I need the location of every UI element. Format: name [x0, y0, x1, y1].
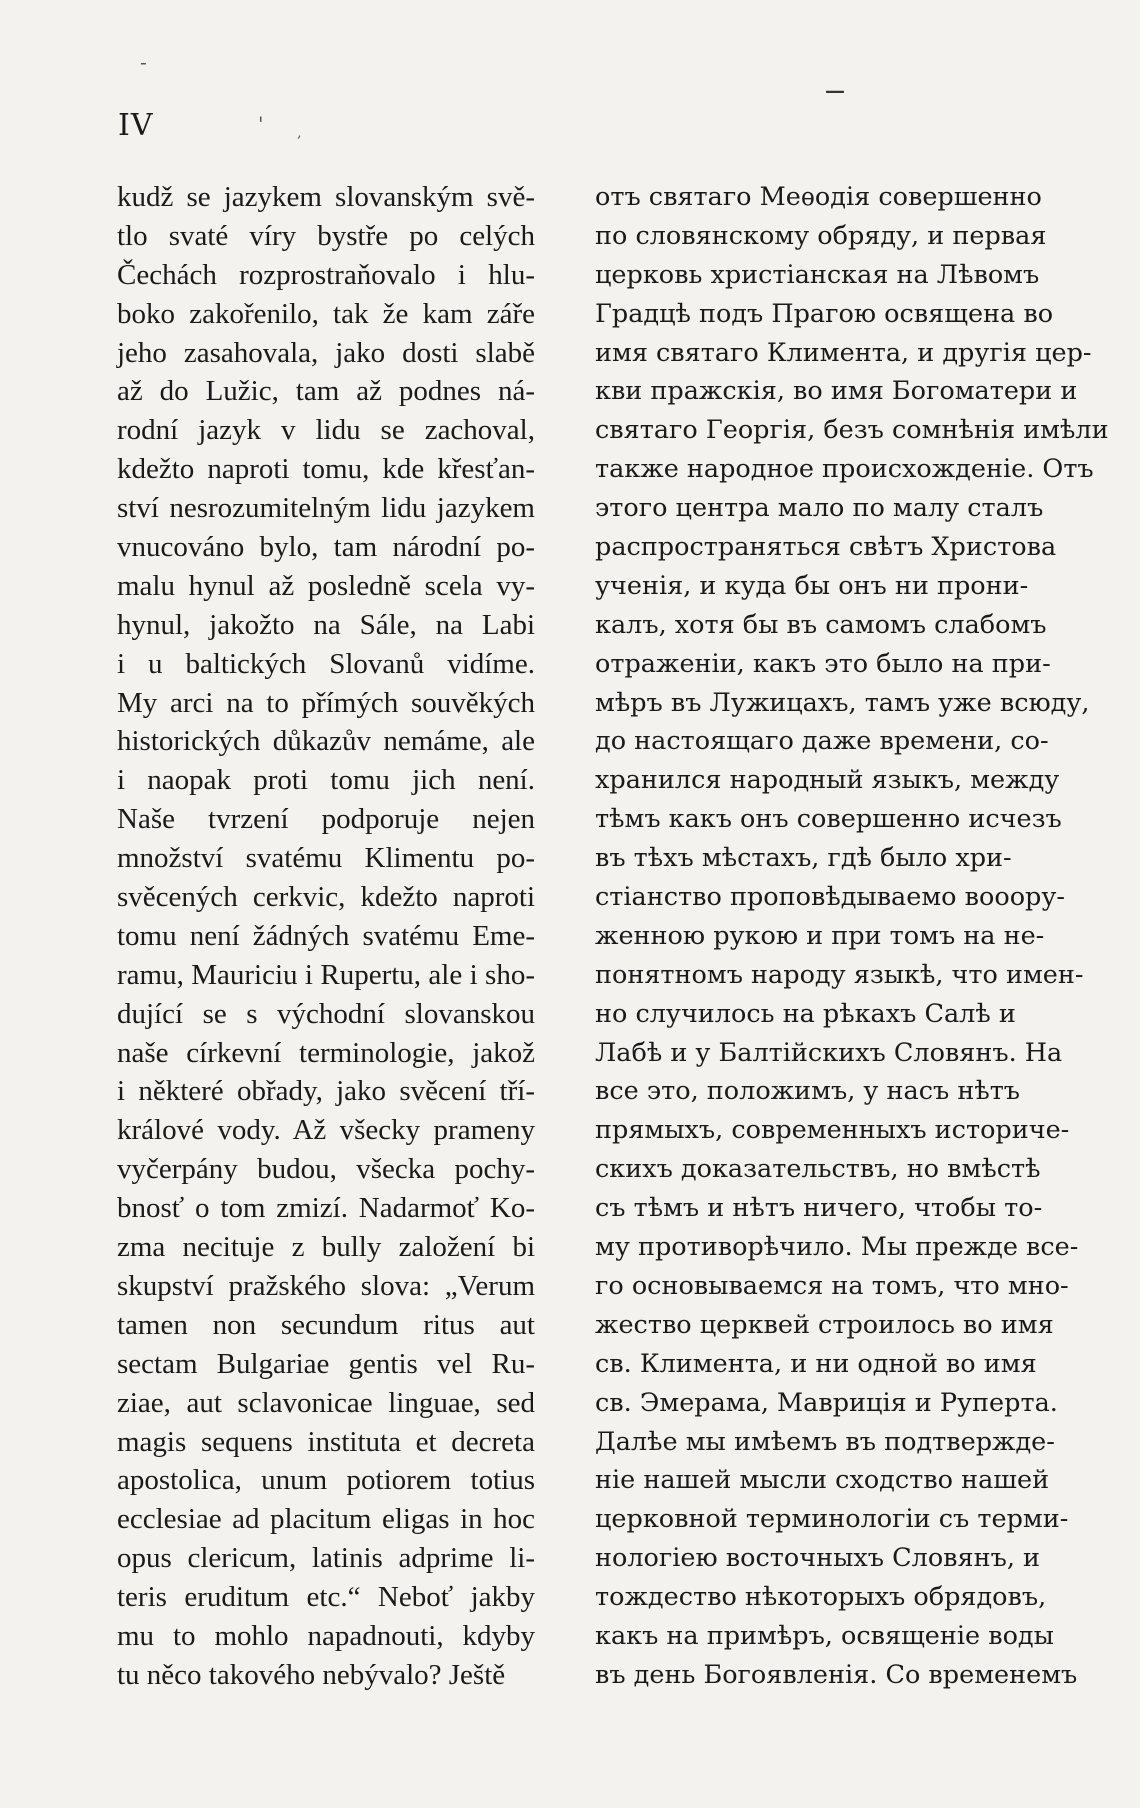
text-line: rodní jazyk v lidu se zachoval,: [117, 414, 535, 447]
text-line: жество церквей строилось во имя: [595, 1309, 1054, 1340]
text-line: но случилось на рѣкахъ Салѣ и: [595, 998, 1016, 1029]
text-line: ziae, aut sclavonicae linguae, sed: [117, 1386, 535, 1419]
text-line: Čechách rozprostraňovalo i hlu-: [117, 258, 535, 291]
text-line: имя святаго Климента, и другія цер-: [595, 337, 1092, 368]
text-line: vnucováno bylo, tam národní po-: [117, 531, 535, 564]
text-line: hynul, jakožto na Sále, na Labi: [117, 608, 535, 641]
text-line: historických důkazův nemáme, ale: [117, 725, 535, 758]
text-line: naše církevní terminologie, jakož: [117, 1036, 535, 1069]
text-line: zma necituje z bully založení bi: [117, 1231, 535, 1264]
russian-text-column: [595, 178, 1109, 1695]
text-line: i u baltických Slovanů vidíme.: [117, 647, 535, 680]
text-line: malu hynul až posledně scela vy-: [117, 569, 535, 602]
text-line: Градцѣ подъ Прагою освящена во: [595, 298, 1054, 329]
text-line: стіанство проповѣдываемо вооору-: [595, 882, 1065, 913]
czech-text-column: [117, 178, 535, 1695]
text-line: хранился народный языкъ, между: [595, 765, 1060, 796]
text-line: также народное происхожденіе. Отъ: [595, 454, 1094, 485]
text-line: ecclesiae ad placitum eligas in hoc: [117, 1503, 535, 1536]
text-line: teris eruditum etc.“ Neboť jakby: [117, 1581, 535, 1614]
stray-mark: —: [825, 78, 845, 102]
text-line: opus clericum, latinis adprime li-: [117, 1542, 535, 1575]
text-line: съ тѣмъ и нѣтъ ничего, чтобы то-: [595, 1193, 1043, 1224]
stray-mark: ‚: [297, 125, 302, 141]
text-line: kudž se jazykem slovanským svě-: [117, 181, 535, 213]
text-line: Лабѣ и у Балтійскихъ Словянъ. На: [595, 1037, 1063, 1068]
text-line: apostolica, unum potiorem totius: [117, 1464, 535, 1497]
text-line: ramu, Mauriciu i Rupertu, ale i sho-: [117, 958, 535, 991]
text-line: распространяться свѣтъ Христова: [595, 532, 1057, 563]
text-line: dující se s východní slovanskou: [117, 997, 535, 1030]
text-line: отъ святаго Меѳодія совершенно: [595, 182, 1042, 212]
text-line: святаго Георгія, безъ сомнѣнія имѣли: [595, 415, 1109, 446]
text-line: bnosť o tom zmizí. Nadarmoť Ko-: [117, 1192, 535, 1225]
text-line: этого центра мало по малу сталъ: [595, 493, 1044, 524]
page-number: IV: [118, 108, 154, 143]
text-line: magis sequens instituta et decreta: [117, 1425, 535, 1458]
text-line: tu něco takového nebývalo? Ještě: [117, 1658, 506, 1691]
text-line: boko zakořenilo, tak že kam záře: [117, 297, 535, 330]
text-line: тѣмъ какъ онъ совершенно исчезъ: [595, 804, 1062, 835]
text-line: тождество нѣкоторыхъ обрядовъ,: [595, 1582, 1047, 1613]
text-line: Naše tvrzení podporuje nejen: [117, 803, 535, 836]
stray-mark: ': [258, 112, 264, 136]
text-line: až do Lužic, tam až podnes ná-: [117, 375, 535, 408]
text-line: скихъ доказательствъ, но вмѣстѣ: [595, 1154, 1041, 1185]
text-line: калъ, хотя бы въ самомъ слабомъ: [595, 609, 1047, 640]
text-line: церковь христіанская на Лѣвомъ: [595, 259, 1040, 290]
text-line: кви пражскія, во имя Богоматери и: [595, 376, 1078, 407]
text-line: въ день Богоявленія. Со временемъ: [595, 1659, 1078, 1690]
text-line: Далѣе мы имѣемъ въ подтвержде-: [595, 1426, 1055, 1457]
text-line: прямыхъ, современныхъ историче-: [595, 1115, 1070, 1146]
text-line: jeho zasahovala, jako dosti slabě: [117, 336, 535, 369]
text-line: tlo svaté víry bystře po celých: [117, 219, 535, 252]
text-line: tomu není žádných svatému Eme-: [117, 919, 535, 952]
text-line: ství nesrozumitelným lidu jazykem: [117, 492, 535, 525]
text-line: нологіею восточныхъ Словянъ, и: [595, 1543, 1041, 1574]
text-line: св. Эмерама, Маврицiя и Руперта.: [595, 1387, 1058, 1418]
text-line: sectam Bulgariae gentis vel Ru-: [117, 1347, 535, 1380]
text-line: какъ на примѣръ, освященіе воды: [595, 1620, 1054, 1651]
text-line: отраженіи, какъ это было на при-: [595, 648, 1051, 679]
text-line: св. Климента, и ни одной во имя: [595, 1348, 1037, 1379]
text-line: ніе нашей мысли сходство нашей: [595, 1465, 1050, 1496]
text-line: vyčerpány budou, všecka pochy-: [117, 1153, 535, 1186]
text-line: množství svatému Klimentu po-: [117, 842, 535, 875]
text-line: въ тѣхъ мѣстахъ, гдѣ было хри-: [595, 843, 1012, 874]
text-line: женною рукою и при томъ на не-: [595, 920, 1045, 951]
text-line: kdežto naproti tomu, kde křesťan-: [117, 453, 535, 486]
text-line: My arci na to přímých souvěkých: [117, 686, 535, 719]
text-line: все это, положимъ, у насъ нѣтъ: [595, 1076, 1021, 1107]
text-line: svěcených cerkvic, kdežto naproti: [117, 881, 535, 914]
stray-mark: -: [140, 50, 147, 74]
text-line: králové vody. Až všecky prameny: [117, 1114, 535, 1147]
text-line: i naopak proti tomu jich není.: [117, 764, 535, 797]
text-line: i některé obřady, jako svěcení tří-: [117, 1075, 535, 1108]
text-line: мѣръ въ Лужицахъ, тамъ уже всюду,: [595, 687, 1090, 718]
text-line: го основываемся на томъ, что мно-: [595, 1270, 1069, 1301]
text-line: му противорѣчило. Мы прежде все-: [595, 1232, 1079, 1263]
text-line: до настоящаго даже времени, со-: [595, 726, 1049, 757]
text-line: церковной терминологіи съ терми-: [595, 1504, 1069, 1535]
text-line: понятномъ народу языкѣ, что имен-: [595, 959, 1084, 990]
text-line: ученія, и куда бы онъ ни прони-: [595, 570, 1029, 601]
text-line: по словянскому обряду, и первая: [595, 220, 1047, 251]
text-line: mu to mohlo napadnouti, kdyby: [117, 1619, 535, 1652]
text-line: skupství pražského slova: „Verum: [117, 1269, 535, 1302]
text-line: tamen non secundum ritus aut: [117, 1308, 535, 1341]
